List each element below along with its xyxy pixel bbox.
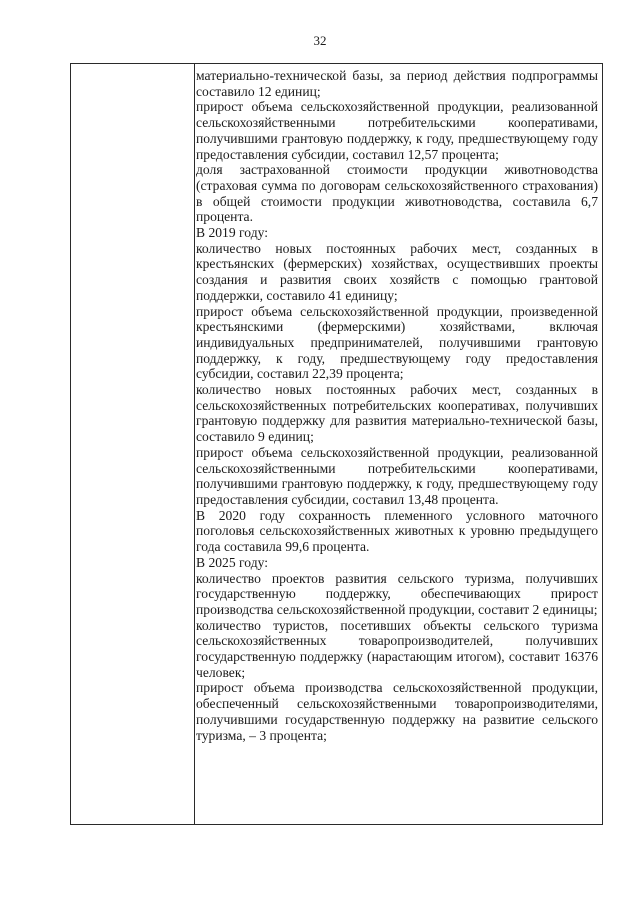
table-right-column [196, 68, 598, 743]
paragraph: доля застрахованной стоимости продукции животноводства (страховая сумма по договорам сельскохозяйственного страхования) в общей стоимости продукции животноводства, составила 6,7 процента. [196, 162, 598, 225]
paragraph: В 2020 году сохранность племенного условного маточного поголовья сельскохозяйственных животных к уровню предыдущего года составила 99,6 процента. [196, 507, 598, 555]
paragraph: материально-технической базы, за период действия подпрограммы составило 12 единиц; [196, 68, 598, 99]
paragraph: В 2025 году: [196, 554, 269, 570]
paragraph: количество проектов развития сельского туризма, получивших государственную поддержку, обеспечивающих прирост производства сельскохозяйственной продукции, составит 2 единицы; [196, 570, 598, 617]
paragraph: В 2019 году: [196, 225, 269, 241]
paragraph: количество туристов, посетивших объекты сельского туризма сельскохозяйственных товаропроизводителей, получивших государственную поддержку (нарастающим итогом), составит 16376 человек; [196, 617, 598, 680]
paragraph: прирост объема сельскохозяйственной продукции, произведенной крестьянскими (фермерскими) хозяйствами, включая индивидуальных предпринимателей, получившими грантовую поддержку, к году, предшествующему году предоставления субсидии, составил 22,39 процента; [196, 303, 598, 382]
page-number: 32 [313, 33, 327, 48]
paragraph: прирост объема сельскохозяйственной продукции, реализованной сельскохозяйственными потребительскими кооперативами, получившими грантовую поддержку, к году, предшествующему году предоставления субсидии, составил 13,48 процента. [196, 444, 598, 507]
content-table [70, 63, 603, 825]
paragraph: количество новых постоянных рабочих мест, созданных в крестьянских (фермерских) хозяйствах, осуществивших проекты создания и развития своих хозяйств с помощью грантовой поддержки, составило 41 единицу; [196, 240, 598, 303]
paragraph: прирост объема сельскохозяйственной продукции, реализованной сельскохозяйственными потребительскими кооперативами, получившими грантовую поддержку, к году, предшествующему году предоставления субсидии, составил 12,57 процента; [196, 99, 598, 162]
paragraph: прирост объема производства сельскохозяйственной продукции, обеспеченный сельскохозяйственными товаропроизводителями, получившими государственную поддержку на развитие сельского туризма, – 3 процента; [196, 680, 598, 743]
table-left-column [71, 64, 195, 824]
paragraph: количество новых постоянных рабочих мест, созданных в сельскохозяйственных потребительских кооперативах, получивших грантовую поддержку для развития материально-технической базы, составило 9 единиц; [196, 382, 598, 445]
